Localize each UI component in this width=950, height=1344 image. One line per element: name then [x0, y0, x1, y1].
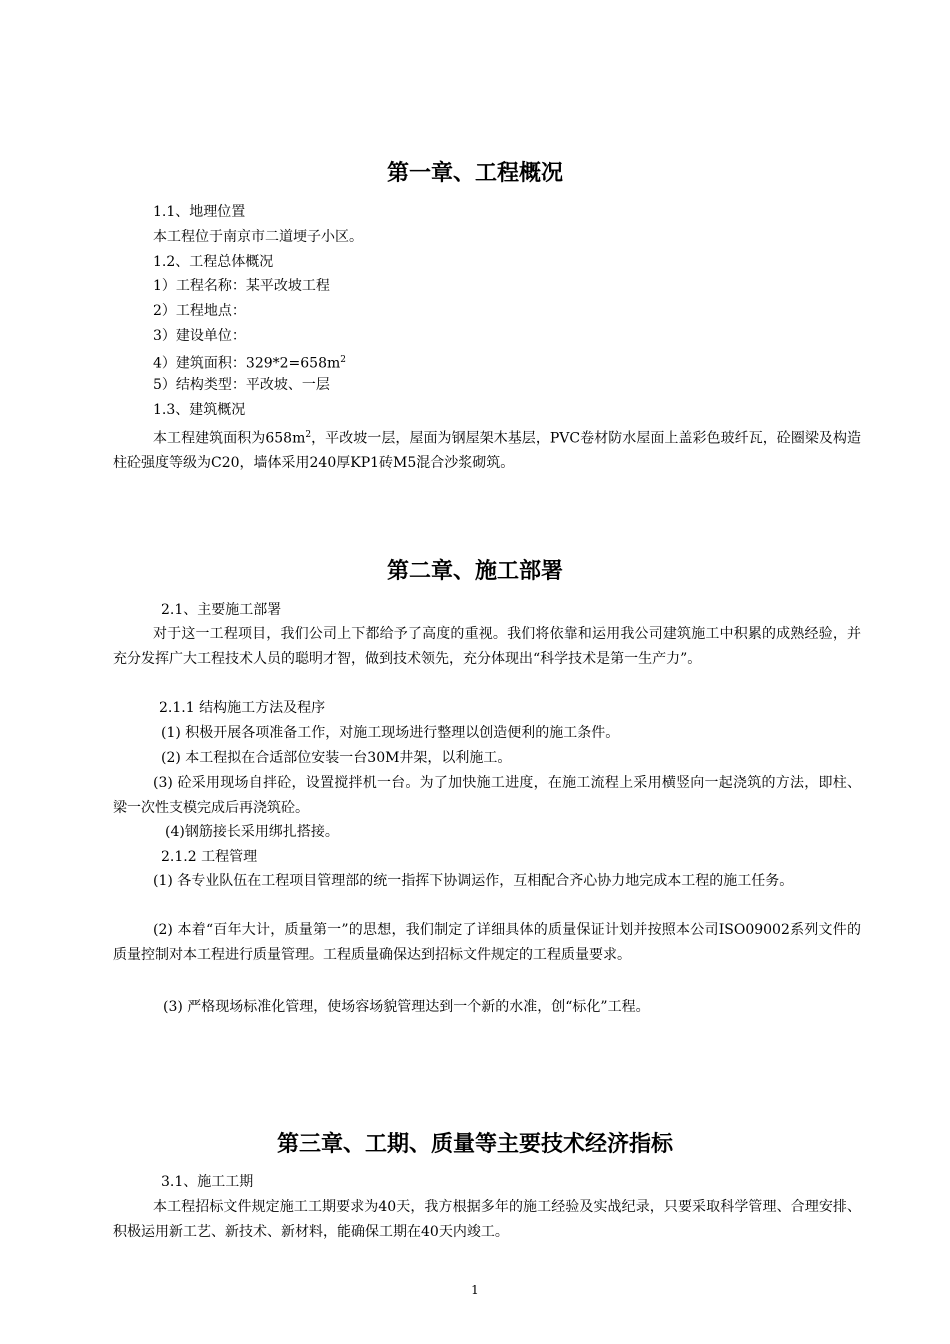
section-2-1-heading: 2.1、主要施工部署: [161, 602, 282, 618]
method-item-2: (2) 本工程拟在合适部位安装一台30M井架，以利施工。: [161, 750, 512, 766]
overview-text-b: ，平改坡一层，屋面为钢屋架木基层，PVC卷材防水屋面上盖彩色玻纤瓦，砼圈梁及构造柱砼强度等级为C20，墙体采用240厚KP1砖M5混合沙浆砌筑。: [113, 430, 861, 472]
overview-text-a: 本工程建筑面积为658m: [153, 430, 306, 447]
building-overview-paragraph: [113, 423, 861, 476]
method-item-1: (1) 积极开展各项准备工作，对施工现场进行整理以创造便利的施工条件。: [161, 725, 620, 741]
building-area-text: 4）建筑面积：329*2=658m: [153, 355, 341, 372]
chapter-2-title: 第二章、施工部署: [386, 559, 563, 584]
method-item-3: (3) 砼采用现场自拌砼，设置搅拌机一台。为了加快施工进度，在施工流程上采用横竖向一起浇筑的方法，即柱、梁一次性支模完成后再浇筑砼。: [113, 775, 861, 816]
project-name-item: 1）工程名称：某平改坡工程: [153, 278, 330, 294]
management-item-3: (3) 严格现场标准化管理，使场容场貌管理达到一个新的水准，创“标化”工程。: [163, 999, 650, 1015]
overview-superscript: 2: [305, 430, 312, 440]
section-3-1-heading: 3.1、施工工期: [161, 1174, 254, 1190]
structure-type-item: 5）结构类型：平改坡、一层: [153, 377, 330, 393]
method-item-4: (4)钢筋接长采用绑扎搭接。: [165, 824, 339, 840]
section-2-1-1-heading: 2.1.1 结构施工方法及程序: [159, 700, 326, 716]
management-item-2: (2) 本着“百年大计，质量第一”的思想，我们制定了详细具体的质量保证计划并按照本公司ISO09002系列文件的质量控制对本工程进行质量管理。工程质量确保达到招标文件规定的工程质量要求。: [113, 922, 861, 963]
schedule-paragraph: 本工程招标文件规定施工工期要求为40天，我方根据多年的施工经验及实战纪录，只要采取科学管理、合理安排、积极运用新工艺、新技术、新材料，能确保工期在40天内竣工。: [113, 1199, 861, 1240]
building-area-item: [153, 348, 346, 376]
chapter-3-title: 第三章、工期、质量等主要技术经济指标: [276, 1132, 673, 1157]
area-superscript: 2: [340, 355, 346, 365]
section-1-3-heading: 1.3、建筑概况: [153, 402, 246, 418]
section-1-1-heading: 1.1、地理位置: [153, 204, 246, 220]
section-2-1-2-heading: 2.1.2 工程管理: [161, 849, 258, 865]
owner-item: 3）建设单位：: [153, 328, 246, 344]
project-location-item: 2）工程地点：: [153, 303, 246, 319]
deployment-intro-paragraph: 对于这一工程项目，我们公司上下都给予了高度的重视。我们将依靠和运用我公司建筑施工中积累的成熟经验，并充分发挥广大工程技术人员的聪明才智，做到技术领先，充分体现出“科学技术是第一生产力”。: [113, 626, 861, 667]
chapter-1-title: 第一章、工程概况: [386, 161, 563, 186]
section-1-2-heading: 1.2、工程总体概况: [153, 254, 274, 270]
location-text: 本工程位于南京市二道埂子小区。: [153, 229, 363, 245]
management-item-1: (1) 各专业队伍在工程项目管理部的统一指挥下协调运作，互相配合齐心协力地完成本工程的施工任务。: [153, 873, 794, 889]
page-number: 1: [471, 1283, 479, 1297]
